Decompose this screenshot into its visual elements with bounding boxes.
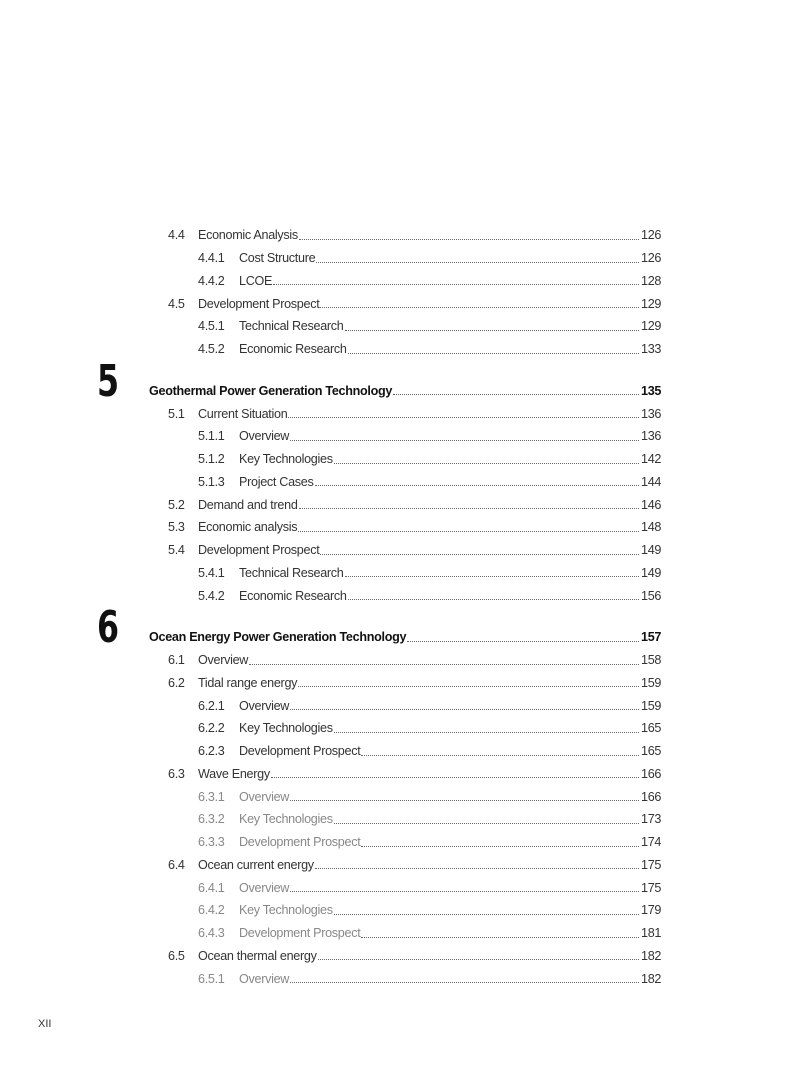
entry-title: Project Cases	[239, 474, 314, 489]
section-number: 6.2.2	[198, 721, 225, 736]
toc-entry[interactable]	[0, 899, 793, 922]
page-number: 129	[641, 319, 662, 334]
entry-title: Cost Structure	[239, 251, 316, 266]
section-number: 6.4.1	[198, 880, 225, 895]
entry-title: Development Prospect	[198, 296, 320, 311]
table-of-contents	[0, 224, 793, 990]
section-number: 6.3.2	[198, 812, 225, 827]
page-number: 181	[641, 926, 662, 941]
page-number: 149	[641, 565, 662, 580]
toc-entry[interactable]	[0, 831, 793, 854]
dot-leader	[320, 554, 639, 555]
entry-title: Wave Energy	[198, 766, 270, 781]
toc-entry[interactable]	[0, 763, 793, 786]
page-number: 182	[641, 971, 662, 986]
toc-chapter-entry[interactable]	[0, 602, 793, 653]
toc-entry[interactable]	[0, 247, 793, 270]
dot-leader	[290, 891, 639, 892]
section-number: 6.4.3	[198, 926, 225, 941]
section-number: 5.4	[168, 543, 185, 558]
entry-title: Economic Research	[239, 342, 347, 357]
dot-leader	[290, 800, 639, 801]
entry-title: Key Technologies	[239, 812, 333, 827]
section-number: 5.4.1	[198, 565, 225, 580]
page-number: 135	[641, 383, 662, 398]
entry-title: Technical Research	[239, 565, 344, 580]
entry-title: Development Prospect	[239, 926, 361, 941]
toc-entry[interactable]	[0, 922, 793, 945]
entry-title: Demand and trend	[198, 497, 298, 512]
chapter-number: 6	[97, 602, 120, 653]
page-number: 175	[641, 857, 662, 872]
dot-leader	[315, 485, 640, 486]
page-folio: XII	[38, 1018, 52, 1030]
dot-leader	[348, 353, 639, 354]
section-number: 4.5.1	[198, 319, 225, 334]
section-number: 6.4.2	[198, 903, 225, 918]
toc-entry[interactable]	[0, 493, 793, 516]
dot-leader	[318, 959, 639, 960]
toc-entry[interactable]	[0, 562, 793, 585]
page-number: 174	[641, 835, 662, 850]
section-number: 5.3	[168, 520, 185, 535]
dot-leader	[288, 417, 639, 418]
toc-entry[interactable]	[0, 292, 793, 315]
dot-leader	[334, 914, 639, 915]
page-number: 165	[641, 744, 662, 759]
page-number: 136	[641, 406, 662, 421]
dot-leader	[348, 599, 639, 600]
entry-title: Current Situation	[198, 406, 288, 421]
dot-leader	[290, 709, 639, 710]
section-number: 6.3	[168, 766, 185, 781]
entry-title: Development Prospect	[239, 744, 361, 759]
toc-entry[interactable]	[0, 425, 793, 448]
dot-leader	[298, 686, 639, 687]
entry-title: Ocean thermal energy	[198, 948, 317, 963]
page-number: 146	[641, 497, 662, 512]
section-number: 5.2	[168, 497, 185, 512]
section-number: 5.1.2	[198, 452, 225, 467]
toc-entry[interactable]	[0, 270, 793, 293]
toc-entry[interactable]	[0, 448, 793, 471]
dot-leader	[316, 262, 639, 263]
page-number: 166	[641, 766, 662, 781]
entry-title: Economic analysis	[198, 520, 298, 535]
dot-leader	[315, 868, 639, 869]
dot-leader	[361, 755, 639, 756]
page-number: 144	[641, 474, 662, 489]
section-number: 4.5.2	[198, 342, 225, 357]
page-number: 182	[641, 948, 662, 963]
page-number: 156	[641, 588, 662, 603]
dot-leader	[334, 463, 639, 464]
page-number: 128	[641, 273, 662, 288]
dot-leader	[334, 823, 639, 824]
toc-entry[interactable]	[0, 315, 793, 338]
page-number: 148	[641, 520, 662, 535]
dot-leader	[320, 307, 639, 308]
page-number: 179	[641, 903, 662, 918]
toc-entry[interactable]	[0, 672, 793, 695]
entry-title: Ocean Energy Power Generation Technology	[149, 630, 407, 645]
entry-title: Key Technologies	[239, 903, 333, 918]
dot-leader	[290, 982, 639, 983]
section-number: 6.5.1	[198, 971, 225, 986]
dot-leader	[393, 394, 639, 395]
entry-title: Overview	[239, 971, 290, 986]
page-number: 149	[641, 543, 662, 558]
section-number: 6.4	[168, 857, 185, 872]
toc-entry[interactable]	[0, 717, 793, 740]
toc-entry[interactable]	[0, 516, 793, 539]
page-number: 129	[641, 296, 662, 311]
section-number: 5.4.2	[198, 588, 225, 603]
toc-entry[interactable]	[0, 785, 793, 808]
entry-title: Overview	[239, 698, 290, 713]
entry-title: Ocean current energy	[198, 857, 314, 872]
entry-title: Development Prospect	[239, 835, 361, 850]
dot-leader	[273, 284, 639, 285]
toc-entry[interactable]	[0, 740, 793, 763]
toc-entry[interactable]	[0, 854, 793, 877]
section-number: 6.2	[168, 675, 185, 690]
section-number: 4.5	[168, 296, 185, 311]
page-number: 173	[641, 812, 662, 827]
dot-leader	[299, 239, 639, 240]
entry-title: Technical Research	[239, 319, 344, 334]
toc-entry[interactable]	[0, 539, 793, 562]
entry-title: Geothermal Power Generation Technology	[149, 383, 393, 398]
entry-title: Tidal range energy	[198, 675, 298, 690]
page-number: 159	[641, 698, 662, 713]
dot-leader	[345, 330, 640, 331]
page-number: 158	[641, 653, 662, 668]
entry-title: LCOE	[239, 273, 273, 288]
section-number: 6.2.3	[198, 744, 225, 759]
entry-title: Overview	[239, 880, 290, 895]
entry-title: Economic Research	[239, 588, 347, 603]
section-number: 6.1	[168, 653, 185, 668]
page-number: 157	[641, 630, 662, 645]
page-number: 136	[641, 429, 662, 444]
page-number: 126	[641, 228, 662, 243]
toc-entry[interactable]	[0, 945, 793, 968]
section-number: 4.4.1	[198, 251, 225, 266]
toc-entry[interactable]	[0, 649, 793, 672]
toc-entry[interactable]	[0, 808, 793, 831]
section-number: 5.1	[168, 406, 185, 421]
entry-title: Development Prospect	[198, 543, 320, 558]
chapter-number: 5	[97, 355, 120, 407]
toc-entry[interactable]	[0, 471, 793, 494]
dot-leader	[361, 846, 639, 847]
page-number: 166	[641, 789, 662, 804]
entry-title: Overview	[198, 653, 249, 668]
section-number: 4.4	[168, 228, 185, 243]
page-number: 126	[641, 251, 662, 266]
dot-leader	[299, 508, 639, 509]
toc-entry[interactable]	[0, 224, 793, 247]
page-number: 133	[641, 342, 662, 357]
dot-leader	[298, 531, 639, 532]
dot-leader	[271, 777, 639, 778]
section-number: 6.3.3	[198, 835, 225, 850]
entry-title: Economic Analysis	[198, 228, 298, 243]
dot-leader	[407, 641, 639, 642]
section-number: 6.3.1	[198, 789, 225, 804]
toc-entry[interactable]	[0, 967, 793, 990]
section-number: 5.1.3	[198, 474, 225, 489]
entry-title: Key Technologies	[239, 452, 333, 467]
entry-title: Overview	[239, 429, 290, 444]
page-number: 165	[641, 721, 662, 736]
section-number: 6.2.1	[198, 698, 225, 713]
toc-entry[interactable]	[0, 876, 793, 899]
page-number: 142	[641, 452, 662, 467]
dot-leader	[249, 664, 639, 665]
toc-entry[interactable]	[0, 402, 793, 425]
dot-leader	[290, 440, 639, 441]
page-number: 159	[641, 675, 662, 690]
page-number: 175	[641, 880, 662, 895]
toc-entry[interactable]	[0, 694, 793, 717]
dot-leader	[334, 732, 639, 733]
dot-leader	[361, 937, 639, 938]
section-number: 6.5	[168, 948, 185, 963]
dot-leader	[345, 576, 640, 577]
entry-title: Key Technologies	[239, 721, 333, 736]
section-number: 4.4.2	[198, 273, 225, 288]
toc-chapter-entry[interactable]	[0, 355, 793, 407]
entry-title: Overview	[239, 789, 290, 804]
section-number: 5.1.1	[198, 429, 225, 444]
